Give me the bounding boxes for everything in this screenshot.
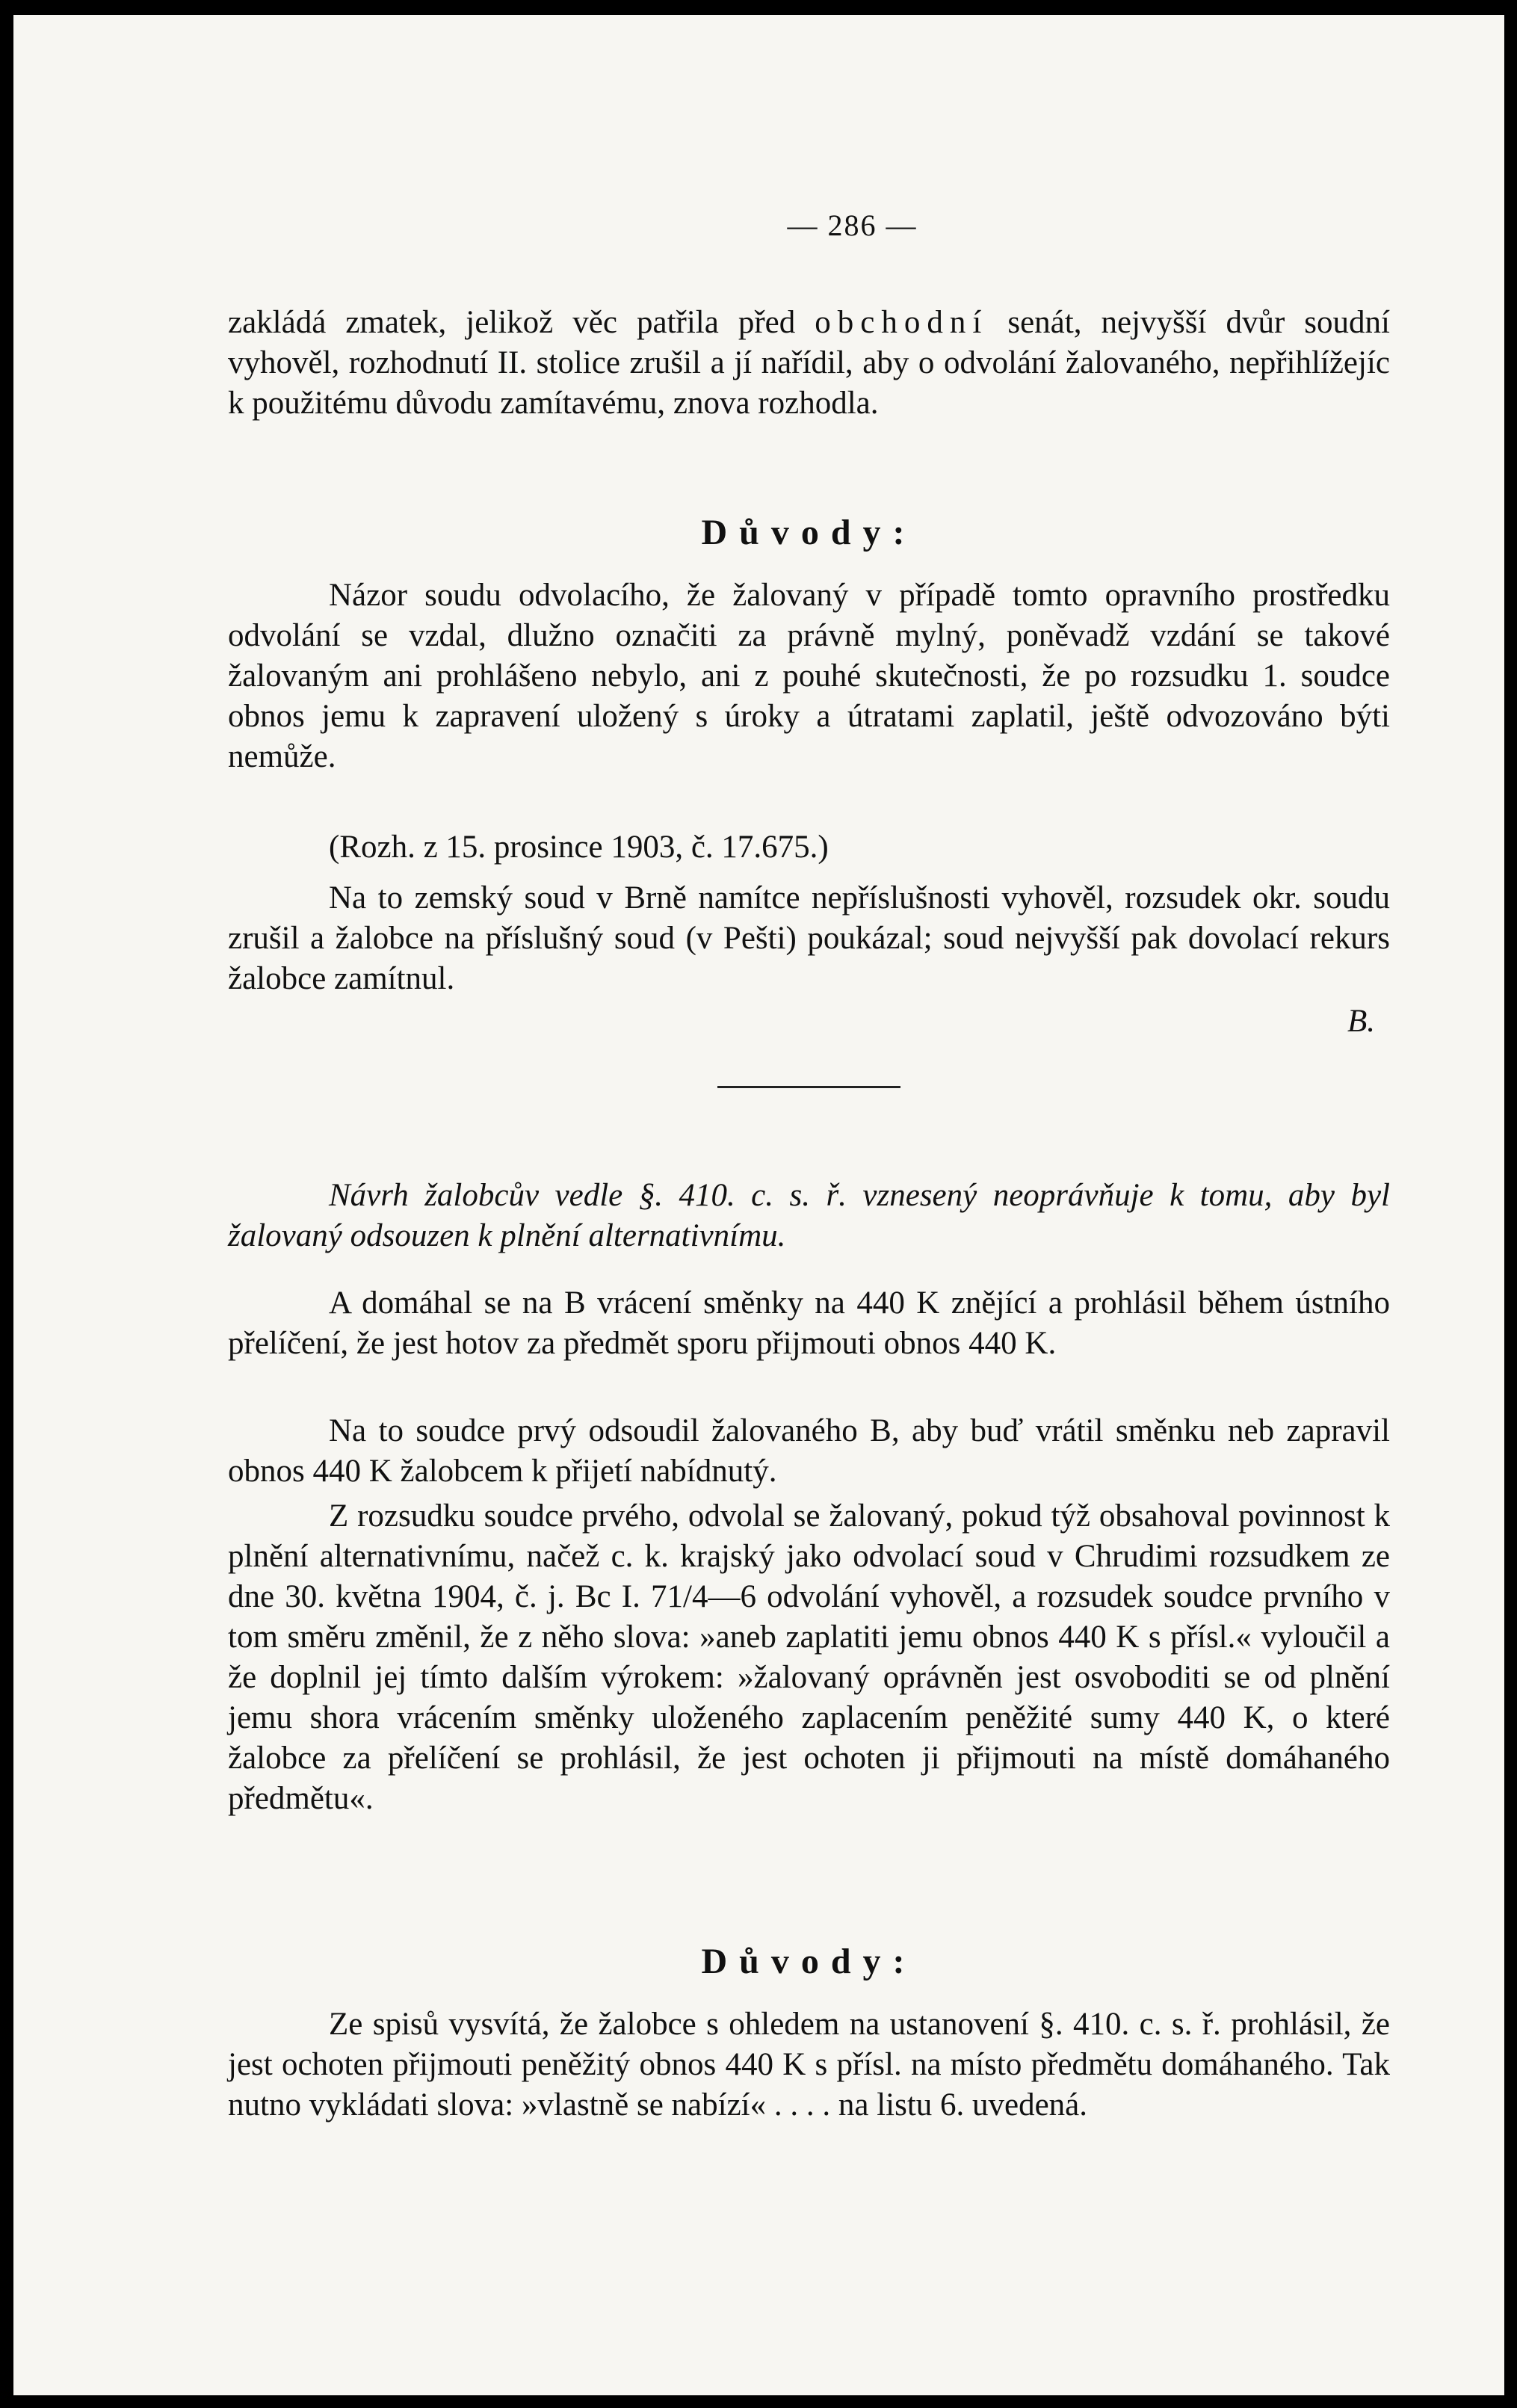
section-divider xyxy=(228,1086,1390,1088)
reasons-paragraph-2: Ze spisů vysvítá, že žalobce s ohledem na ustanovení §. 410. c. s. ř. prohlásil, že jest ochoten přijmouti peněžitý obnos 440 K s přísl. na místo předmětu domáhaného. Tak nutno vykládati slova: »vlastně se nabízí« . . . . na listu 6. uvedená. xyxy=(228,2007,1390,2123)
document-page xyxy=(13,15,1504,2395)
case-title: Návrh žalobcův vedle §. 410. c. s. ř. vznesený neoprávňuje k tomu, aby byl žalovaný odsouzen k plnění alternativnímu. xyxy=(228,1178,1390,1253)
reasons-paragraph-1: Názor soudu odvolacího, že žalovaný v případě tomto opravního prostředku odvolání se vzdal, dlužno označiti za právně mylný, poněvadž vzdání se takové žalovaným ani prohlášeno nebylo, ani z pouhé skutečnosti, že po rozsudku 1. soudce obnos jemu k zapravení uložený s úroky a útratami zaplatil, ještě odvozováno býti nemůže. xyxy=(228,578,1390,774)
paragraph-2: Na to soudce prvý odsoudil žalovaného B, aby buď vrátil směnku neb zapravil obnos 440 K žalobcem k přijetí nabídnutý. xyxy=(228,1413,1390,1489)
page-number: — 286 — xyxy=(787,209,918,242)
paragraph-1: A domáhal se na B vrácení směnky na 440 K znějící a prohlásil během ústního přelíčení, že jest hotov za předmět sporu přijmouti obnos 440 K. xyxy=(228,1285,1390,1361)
intro-paragraph: zakládá zmatek, jelikož věc patřila před obchodní senát, nejvyšší dvůr soudní vyhověl, rozhodnutí II. stolice zrušil a jí nařídil, aby o odvolání žalovaného, nepřihlížejíc k použitému důvodu zamítavému, znova rozhodla. xyxy=(228,305,1390,421)
signature: B. xyxy=(1347,1004,1375,1039)
spaced-word: obchodní xyxy=(815,305,989,340)
heading-duvody-2: Důvody: xyxy=(701,1942,917,1981)
paragraph-3: Z rozsudku soudce prvého, odvolal se žalovaný, pokud týž obsahoval povinnost k plnění alternativnímu, načež c. k. krajský jako odvolací soud v Chrudimi rozsudkem ze dne 30. května 1904, č. j. Bc I. 71/4—6 odvolání vyhověl, a rozsudek soudce prvního v tom směru změnil, že z něho slova: »aneb zaplatiti jemu obnos 440 K s přísl.« vyloučil a že doplnil jej tímto dalším výrokem: »žalovaný oprávněn jest osvoboditi se od plnění jemu shora vrácením směnky uloženého zaplacením peněžité sumy 440 K, o které žalobce za přelíčení se prohlásil, že jest ochoten ji přijmouti na místě domáhaného předmětu«. xyxy=(228,1498,1390,1816)
citation: (Rozh. z 15. prosince 1903, č. 17.675.) xyxy=(329,830,829,865)
note-paragraph: Na to zemský soud v Brně namítce nepříslušnosti vyhověl, rozsudek okr. soudu zrušil a žalobce na příslušný soud (v Pešti) poukázal; soud nejvyšší pak dovolací rekurs žalobce zamítnul. xyxy=(228,880,1390,996)
heading-duvody-1: Důvody: xyxy=(701,513,917,552)
